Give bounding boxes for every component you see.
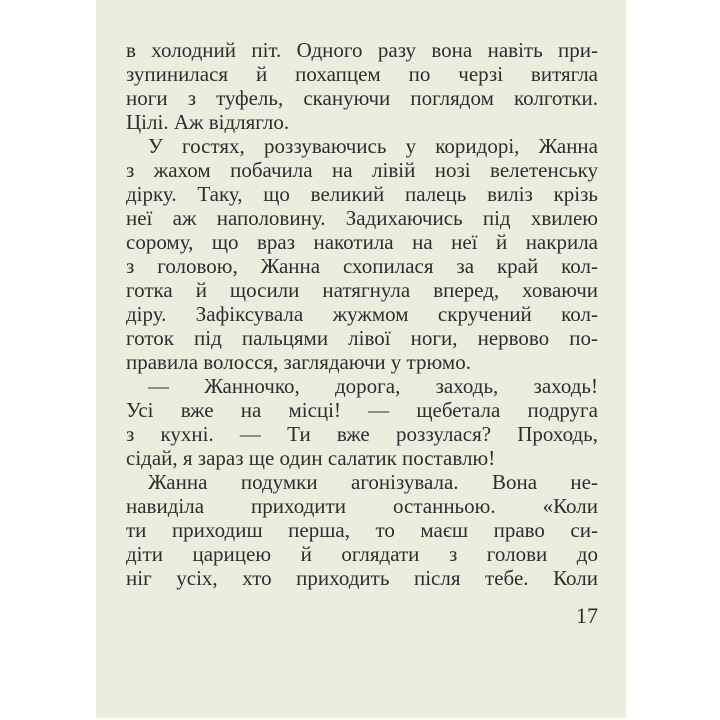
text-line: діру. Зафіксувала жужмом скручений кол- (126, 302, 598, 326)
text-line: Жанна подумки агонізувала. Вона не- (148, 470, 598, 494)
text-line: правила волосся, заглядаючи у трюмо. (126, 350, 471, 374)
body-text (126, 38, 598, 590)
text-line: готка й щосили натягнула вперед, ховаючи (126, 278, 598, 302)
text-line: ноги з туфель, скануючи поглядом колготки. (126, 86, 598, 110)
text-line: з головою, Жанна схопилася за край кол- (126, 254, 598, 278)
text-line: навиділа приходити останньою. «Коли (126, 494, 598, 518)
text-line: дірку. Таку, що великий палець виліз крізь (126, 182, 598, 206)
text-line: з жахом побачила на лівій нозі велетенську (126, 158, 598, 182)
text-line: з кухні. — Ти вже роззулася? Проходь, (126, 422, 598, 446)
text-line: У гостях, роззуваючись у коридорі, Жанна (148, 134, 598, 158)
text-line: діти царицею й оглядати з голови до (126, 542, 598, 566)
text-line: — Жанночко, дорога, заходь, заходь! (148, 374, 598, 398)
book-page (96, 0, 626, 718)
text-line: сідай, я зараз ще один салатик поставлю! (126, 446, 496, 470)
text-line: ніг усіх, хто приходить після тебе. Коли (126, 566, 598, 590)
text-line: сорому, що враз накотила на неї й накрила (126, 230, 598, 254)
text-line: ти приходиш перша, то маєш право си- (126, 518, 598, 542)
text-line: готок під пальцями лівої ноги, нервово по- (126, 326, 598, 350)
text-line: Усі вже на місці! — щебетала подруга (126, 398, 598, 422)
text-line: в холодний піт. Одного разу вона навіть при- (126, 38, 598, 62)
text-line: Цілі. Аж відлягло. (126, 110, 290, 134)
text-line: неї аж наполовину. Задихаючись під хвилею (126, 206, 598, 230)
text-line: зупинилася й похапцем по черзі витягла (126, 62, 598, 86)
page-number: 17 (576, 603, 598, 628)
